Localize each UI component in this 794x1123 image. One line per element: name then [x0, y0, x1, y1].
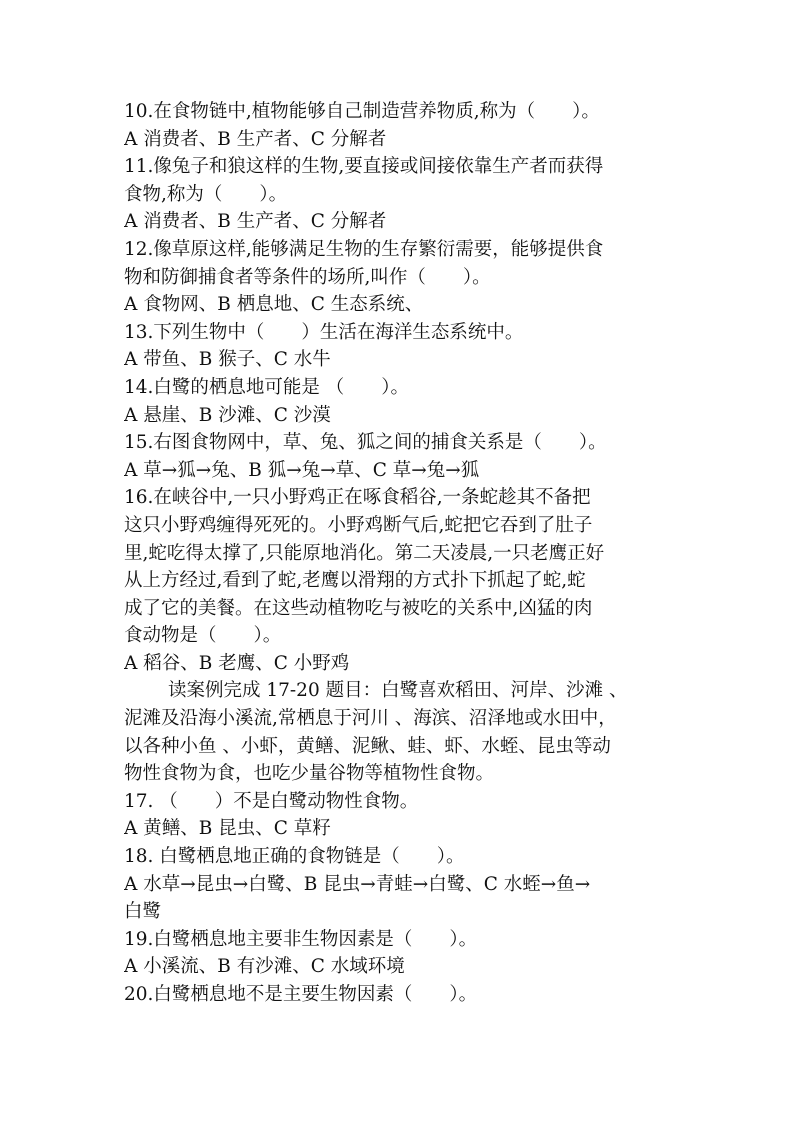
text-line: 20.白鹭栖息地不是主要生物因素（ ）。	[124, 984, 478, 1005]
text-line: A 水草→昆虫→白鹭、B 昆虫→青蛙→白鹭、C 水蛭→鱼→	[124, 873, 591, 895]
text-line: 里,蛇吃得太撑了,只能原地消化。第二天凌晨,一只老鹰正好	[124, 542, 605, 564]
text-line: 物性食物为食，也吃少量谷物等植物性食物。	[124, 763, 495, 785]
text-line: 19.白鹭栖息地主要非生物因素是（ ）。	[124, 928, 478, 950]
text-line: 18. 白鹭栖息地正确的食物链是（ ）。	[124, 846, 465, 868]
text-line: A 悬崖、B 沙滩、C 沙漠	[124, 404, 331, 426]
text-line: 16.在峡谷中,一只小野鸡正在啄食稻谷,一条蛇趁其不备把	[124, 487, 591, 509]
text-line: A 稻谷、B 老鹰、C 小野鸡	[124, 652, 350, 674]
text-line: 这只小野鸡缠得死死的。小野鸡断气后,蛇把它吞到了肚子	[124, 514, 593, 536]
text-line: A 黄鳝、B 昆虫、C 草籽	[124, 818, 331, 840]
text-line: A 小溪流、B 有沙滩、C 水域环境	[124, 956, 405, 978]
text-line: 食动物是（ ）。	[124, 625, 282, 647]
document-page	[124, 98, 684, 1009]
text-line: A 食物网、B 栖息地、C 生态系统、	[124, 294, 424, 316]
text-line: A 消费者、B 生产者、C 分解者	[124, 211, 387, 233]
text-line: A 草→狐→兔、B 狐→兔→草、C 草→兔→狐	[124, 459, 480, 481]
text-line: 11.像兔子和狼这样的生物,要直接或间接依靠生产者而获得	[124, 156, 604, 178]
text-line: A 带鱼、B 猴子、C 水牛	[124, 349, 331, 371]
text-line: 以各种小鱼 、小虾，黄鳝、泥鳅、蛙、虾、水蛭、昆虫等动	[124, 735, 611, 757]
text-line: 15.右图食物网中，草、兔、狐之间的捕食关系是（ ）。	[124, 432, 607, 454]
text-line: 泥滩及沿海小溪流,常栖息于河川 、海滨、沼泽地或水田中，	[124, 708, 617, 730]
text-line: 物和防御捕食者等条件的场所,叫作（ ）。	[124, 266, 491, 288]
text-line: A 消费者、B 生产者、C 分解者	[124, 128, 387, 150]
text-line: 10.在食物链中,植物能够自己制造营养物质,称为（ ）。	[124, 101, 600, 122]
text-line: 成了它的美餐。在这些动植物吃与被吃的关系中,凶猛的肉	[124, 597, 593, 619]
text-line: 读案例完成 17-20 题目：白鹭喜欢稻田、河岸、沙滩 、	[168, 680, 628, 702]
text-line: 12.像草原这样,能够满足生物的生存繁衍需要，能够提供食	[124, 238, 604, 260]
text-line: 白鹭	[124, 901, 162, 923]
text-line: 17. （ ）不是白鹭动物性食物。	[124, 790, 419, 812]
text-line: 14.白鹭的栖息地可能是 （ ）。	[124, 376, 410, 398]
text-line: 食物,称为（ ）。	[124, 183, 288, 205]
text-line: 13.下列生物中（ ）生活在海洋生态系统中。	[124, 321, 524, 343]
text-line: 从上方经过,看到了蛇,老鹰以滑翔的方式扑下抓起了蛇,蛇	[124, 570, 586, 592]
